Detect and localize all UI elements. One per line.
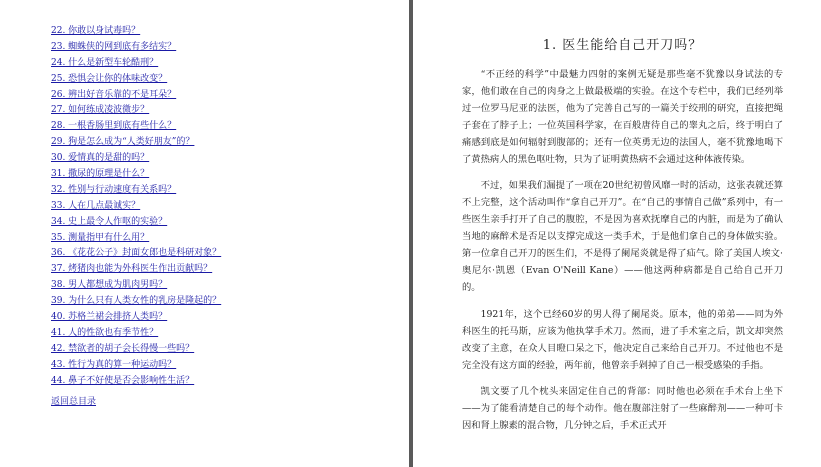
toc-item — [51, 167, 409, 183]
toc-link[interactable]: 34. 史上最令人作呕的实验？ — [51, 216, 168, 227]
toc-link[interactable]: 26. 辨出好音乐靠的不是耳朵？ — [51, 89, 177, 100]
toc-item — [51, 246, 409, 262]
article-paragraph: 不过，如果我们漏提了一项在20世纪初曾风靡一时的活动，这张表就还算不上完整，这个活动叫作“拿自己开刀”。在“自己的事情自己做”系列中，有一些医生亲手打开了自己的腹腔，不是因为喜欢抚摩自己的内脏，而是为了确认当地的麻醉术是否足以支撑完成这一类手术，于是他们拿自己的身体做实验。第一位拿自己开刀的医生们，不是得了阑尾炎就是得了疝气。除了美国人埃文·奥尼尔·凯恩（Evan O'Neill Kane）——他这两种病都是自己给自己开刀的。 — [462, 180, 783, 293]
toc-link[interactable]: 41. 人的性欲也有季节性？ — [51, 327, 159, 338]
toc-item — [51, 342, 409, 358]
toc-item — [51, 56, 409, 72]
article-body — [462, 67, 783, 435]
toc-link[interactable]: 27. 如何练成凌波微步？ — [51, 105, 150, 116]
toc-link[interactable]: 40. 苏格兰裙会排挤人类吗？ — [51, 312, 168, 323]
toc-link[interactable]: 33. 人在几点最诚实？ — [51, 200, 141, 211]
toc-link[interactable]: 30. 爱情真的是甜的吗？ — [51, 153, 150, 164]
toc-link[interactable]: 35. 测量指甲有什么用？ — [51, 232, 150, 243]
toc-link[interactable]: 32. 性别与行动速度有关系吗？ — [51, 184, 177, 195]
toc-item — [51, 88, 409, 104]
toc-item — [51, 72, 409, 88]
back-to-main-toc-link[interactable]: 返回总目录 — [51, 397, 97, 408]
article-paragraph: “不正经的科学”中最魅力四射的案例无疑是那些毫不犹豫以身试法的专家，他们敢在自己的肉身之上做最极端的实验。在这个专栏中，我们已经列举过一位罗马尼亚的法医，他为了完善自己写的一篇关于绞刑的研究，直接把绳子套在了脖子上；一位英国科学家，在百般唐待自己的睾丸之后，终于明白了痛感到底是如何辐射到腹部的；还有一位英勇无边的法国人，毫不犹豫地喝下了黄热病人的黑色呕吐物，只为了证明黄热病不会通过这种体液传染。 — [462, 69, 783, 165]
article-paragraph: 1921年，这个已经60岁的男人得了阑尾炎。原本，他的弟弟——同为外科医生的托马斯，应该为他执掌手术刀。然而，进了手术室之后，凯文却突然改变了主意，在众人目瞪口呆之下，他决定自己来给自己开刀。不过他也不是完全没有这方面的经验，两年前，他曾亲手剁掉了自己一根受感染的手指。 — [462, 308, 783, 371]
toc-link[interactable]: 29. 狗是怎么成为“人类好朋友”的？ — [51, 137, 195, 148]
toc-item — [51, 119, 409, 135]
toc-item — [51, 199, 409, 215]
toc-page — [0, 0, 409, 467]
toc-link[interactable]: 38. 男人都想成为肌肉男吗？ — [51, 280, 168, 291]
toc-item — [51, 358, 409, 374]
toc-link[interactable]: 44. 鼻子不好使是否会影响性生活？ — [51, 375, 195, 386]
toc-link[interactable]: 37. 烤猪肉也能为外科医生作出贡献吗？ — [51, 264, 213, 275]
toc-link[interactable]: 43. 性行为真的算一种运动吗？ — [51, 359, 177, 370]
toc-link[interactable]: 22. 你敢以身试毒吗？ — [51, 26, 141, 36]
toc-item — [51, 310, 409, 326]
toc-link[interactable]: 28. 一根香肠里到底有些什么？ — [51, 121, 177, 132]
toc-link[interactable]: 36. 《花花公子》封面女郎也是科研对象？ — [51, 248, 222, 259]
toc-link[interactable]: 25. 恐惧会让你的体味改变？ — [51, 73, 168, 84]
toc-link[interactable]: 39. 为什么只有人类女性的乳房是隆起的？ — [51, 296, 222, 307]
article-title: 1. 医生能给自己开刀吗？ — [542, 38, 703, 53]
article-page — [413, 0, 821, 467]
toc-item — [51, 374, 409, 390]
article-paragraph: 凯文要了几个枕头来固定住自己的背部：同时他也必须在手术台上坐下——为了能看清楚自己的每个动作。他在腹部注射了一些麻醉剂——一种可卡因和肾上腺素的混合物，几分钟之后，手术正式开 — [462, 386, 783, 432]
toc-link[interactable]: 31. 撒尿的原理是什么？ — [51, 169, 150, 180]
toc-item — [51, 326, 409, 342]
toc-link[interactable]: 42. 禁欲者的胡子会长得慢一些吗？ — [51, 343, 195, 354]
toc-item — [51, 40, 409, 56]
toc-item — [51, 262, 409, 278]
toc-item — [51, 215, 409, 231]
toc-item — [51, 103, 409, 119]
toc-list — [51, 24, 409, 389]
toc-item — [51, 135, 409, 151]
toc-item — [51, 294, 409, 310]
toc-link[interactable]: 24. 什么是新型车轮酷刑？ — [51, 57, 159, 68]
toc-item — [51, 231, 409, 247]
toc-item — [51, 151, 409, 167]
toc-item — [51, 24, 409, 40]
toc-link[interactable]: 23. 蜘蛛侠的网到底有多结实？ — [51, 41, 177, 52]
toc-item — [51, 183, 409, 199]
toc-item — [51, 278, 409, 294]
